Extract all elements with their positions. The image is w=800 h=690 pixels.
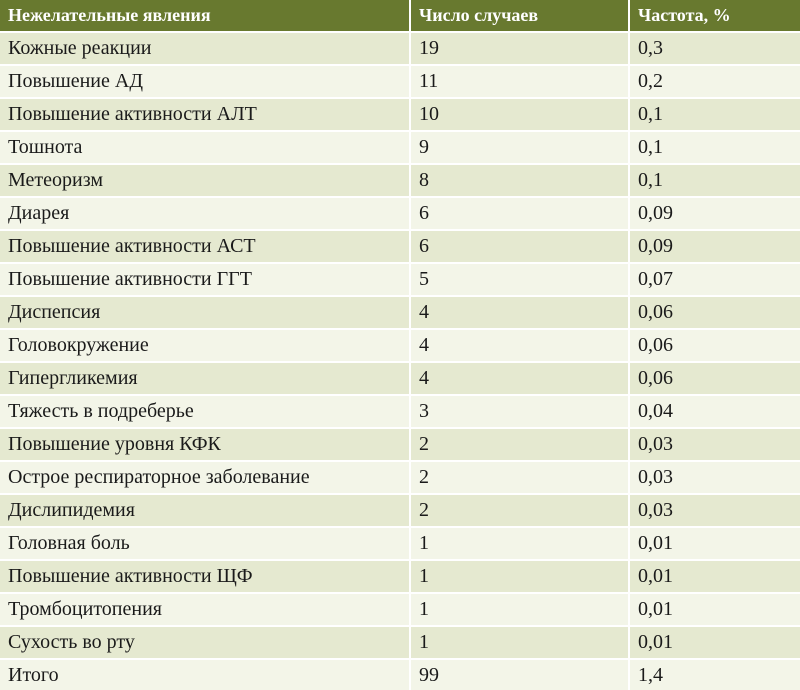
table-row: [0, 131, 800, 164]
frequency-cell: 0,03: [629, 494, 800, 527]
event-cell: Диарея: [0, 197, 410, 230]
event-cell: Тромбоцитопения: [0, 593, 410, 626]
frequency-cell: 0,1: [629, 98, 800, 131]
table-row: [0, 362, 800, 395]
cases-cell: 10: [410, 98, 629, 131]
frequency-cell: 0,03: [629, 461, 800, 494]
frequency-cell: 0,06: [629, 329, 800, 362]
cases-cell: 2: [410, 461, 629, 494]
cases-cell: 19: [410, 32, 629, 65]
frequency-cell: 1,4: [629, 659, 800, 690]
frequency-cell: 0,01: [629, 527, 800, 560]
frequency-cell: 0,1: [629, 131, 800, 164]
event-cell: Тяжесть в подреберье: [0, 395, 410, 428]
cases-cell: 4: [410, 329, 629, 362]
table-row: [0, 230, 800, 263]
table-row: [0, 626, 800, 659]
frequency-cell: 0,04: [629, 395, 800, 428]
cases-cell: 2: [410, 494, 629, 527]
table-header: [0, 0, 800, 32]
event-cell: Острое респираторное заболевание: [0, 461, 410, 494]
frequency-cell: 0,01: [629, 560, 800, 593]
table-body: [0, 32, 800, 690]
frequency-cell: 0,2: [629, 65, 800, 98]
frequency-cell: 0,06: [629, 362, 800, 395]
header-cases: Число случаев: [410, 0, 629, 32]
frequency-cell: 0,01: [629, 626, 800, 659]
frequency-cell: 0,01: [629, 593, 800, 626]
event-cell: Тошнота: [0, 131, 410, 164]
cases-cell: 9: [410, 131, 629, 164]
table-row: [0, 32, 800, 65]
cases-cell: 2: [410, 428, 629, 461]
cases-cell: 1: [410, 560, 629, 593]
event-cell: Головная боль: [0, 527, 410, 560]
event-cell: Повышение уровня КФК: [0, 428, 410, 461]
table-row: [0, 98, 800, 131]
event-cell: Диспепсия: [0, 296, 410, 329]
header-events: Нежелательные явления: [0, 0, 410, 32]
event-cell: Сухость во рту: [0, 626, 410, 659]
table-row: [0, 461, 800, 494]
cases-cell: 5: [410, 263, 629, 296]
cases-cell: 99: [410, 659, 629, 690]
table-row: [0, 164, 800, 197]
event-cell: Повышение активности АСТ: [0, 230, 410, 263]
frequency-cell: 0,1: [629, 164, 800, 197]
table-row: [0, 395, 800, 428]
event-cell: Головокружение: [0, 329, 410, 362]
frequency-cell: 0,07: [629, 263, 800, 296]
frequency-cell: 0,06: [629, 296, 800, 329]
table-row: [0, 428, 800, 461]
frequency-cell: 0,3: [629, 32, 800, 65]
event-cell: Повышение активности АЛТ: [0, 98, 410, 131]
event-cell: Повышение активности ГГТ: [0, 263, 410, 296]
cases-cell: 1: [410, 593, 629, 626]
table-row: [0, 197, 800, 230]
event-cell: Дислипидемия: [0, 494, 410, 527]
event-cell: Повышение АД: [0, 65, 410, 98]
cases-cell: 4: [410, 362, 629, 395]
cases-cell: 8: [410, 164, 629, 197]
event-cell: Кожные реакции: [0, 32, 410, 65]
table-row: [0, 494, 800, 527]
cases-cell: 1: [410, 626, 629, 659]
event-cell: Итого: [0, 659, 410, 690]
table-row: [0, 296, 800, 329]
table-row: [0, 329, 800, 362]
total-row: [0, 659, 800, 690]
frequency-cell: 0,03: [629, 428, 800, 461]
cases-cell: 4: [410, 296, 629, 329]
cases-cell: 1: [410, 527, 629, 560]
frequency-cell: 0,09: [629, 197, 800, 230]
table-row: [0, 263, 800, 296]
table-row: [0, 560, 800, 593]
cases-cell: 3: [410, 395, 629, 428]
header-frequency: Частота, %: [629, 0, 800, 32]
event-cell: Метеоризм: [0, 164, 410, 197]
frequency-cell: 0,09: [629, 230, 800, 263]
table-row: [0, 65, 800, 98]
table-row: [0, 527, 800, 560]
event-cell: Повышение активности ЩФ: [0, 560, 410, 593]
cases-cell: 6: [410, 230, 629, 263]
event-cell: Гипергликемия: [0, 362, 410, 395]
cases-cell: 6: [410, 197, 629, 230]
header-row: [0, 0, 800, 32]
table-row: [0, 593, 800, 626]
cases-cell: 11: [410, 65, 629, 98]
